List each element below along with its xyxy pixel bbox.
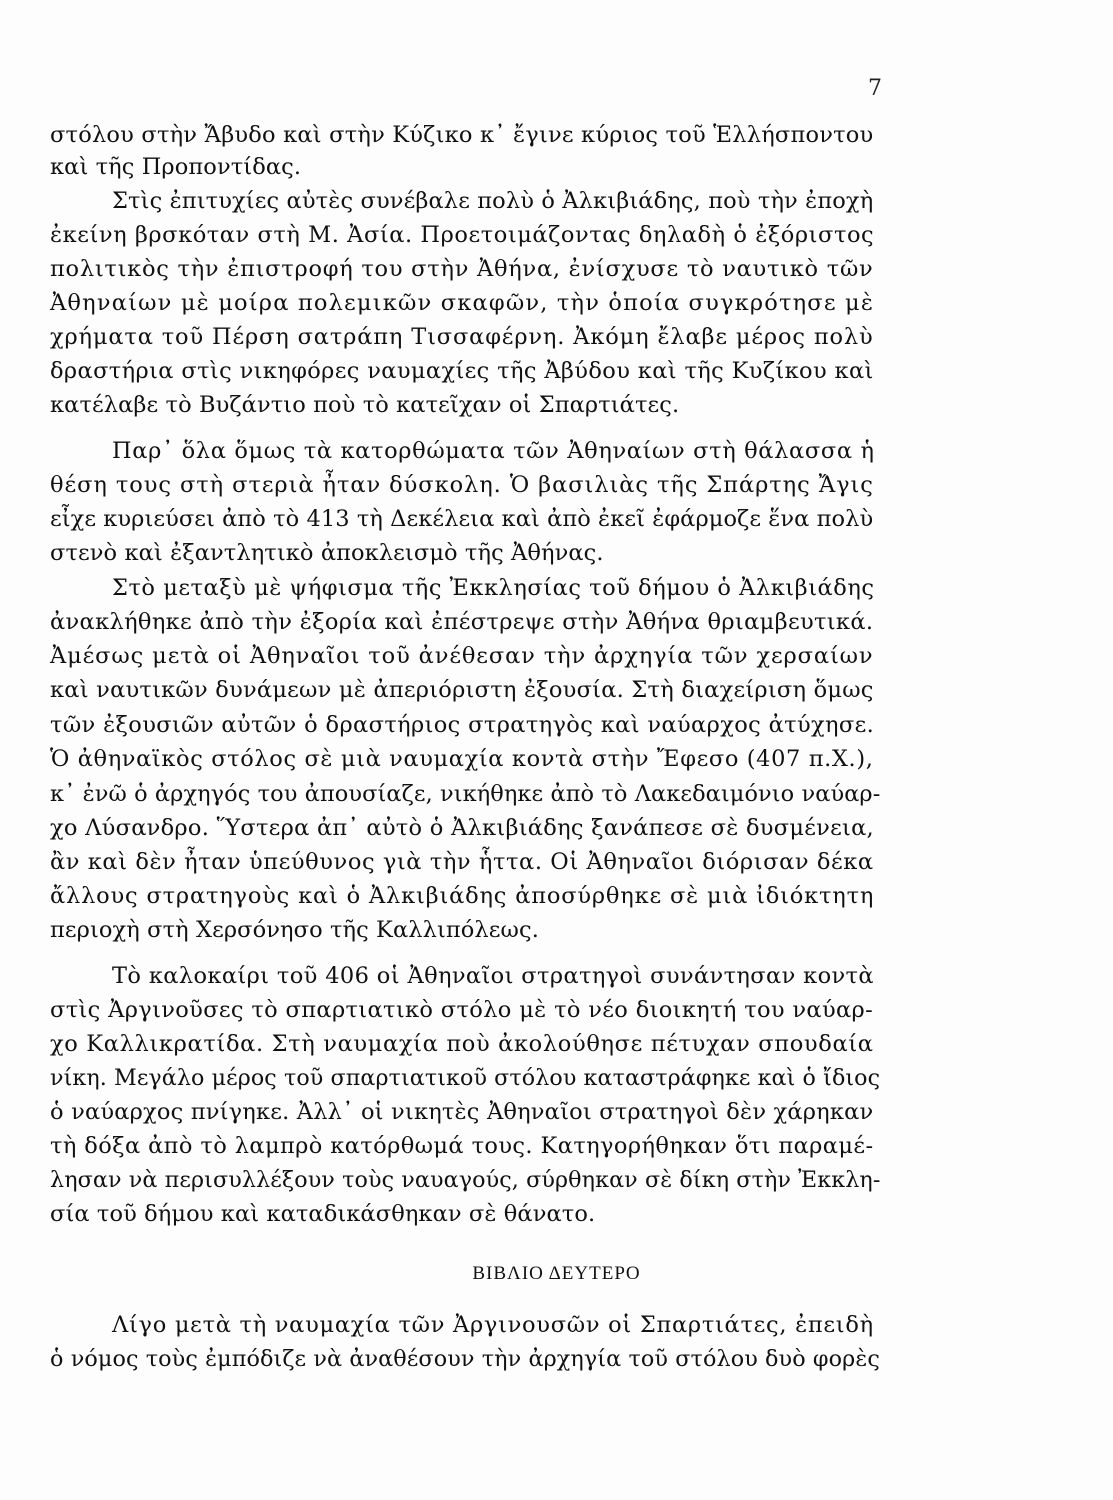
text-line: τῶν ἐξουσιῶν αὐτῶν ὁ δραστήριος στρατηγὸς καὶ ναύαρχος ἀτύχησε. <box>50 712 875 738</box>
text-line: καὶ ναυτικῶν δυνάμεων μὲ ἀπεριόριστη ἐξουσία. Στὴ διαχείριση ὅμως <box>50 677 874 703</box>
text-line: κ᾽ ἐνῶ ὁ ἀρχηγός του ἀπουσίαζε, νικήθηκε ἀπὸ τὸ Λακεδαιμόνιο ναύαρ- <box>50 781 881 807</box>
text-line: στενὸ καὶ ἐξαντλητικὸ ἀποκλεισμὸ τῆς Ἀθήνας. <box>50 540 604 566</box>
text-line: Στὶς ἐπιτυχίες αὐτὲς συνέβαλε πολὺ ὁ Ἀλκιβιάδης, ποὺ τὴν ἐποχὴ <box>112 188 874 214</box>
text-line: δραστήρια στὶς νικηφόρες ναυμαχίες τῆς Ἀβύδου καὶ τῆς Κυζίκου καὶ <box>50 358 874 384</box>
text-line: ὁ ναύαρχος πνίγηκε. Ἀλλ᾽ οἱ νικητὲς Ἀθηναῖοι στρατηγοὶ δὲν χάρηκαν <box>50 1099 874 1125</box>
text-line: νίκη. Μεγάλο μέρος τοῦ σπαρτιατικοῦ στόλου καταστράφηκε καὶ ὁ ἴδιος <box>50 1065 881 1091</box>
text-line: λησαν νὰ περισυλλέξουν τοὺς ναυαγούς, σύρθηκαν σὲ δίκη στὴν Ἐκκλη- <box>50 1167 881 1193</box>
text-line: θέση τους στὴ στεριὰ ἦταν δύσκολη. Ὁ βασιλιὰς τῆς Σπάρτης Ἄγις <box>50 472 874 498</box>
text-line: ἄλλους στρατηγοὺς καὶ ὁ Ἀλκιβιάδης ἀποσύρθηκε σὲ μιὰ ἰδιόκτητη <box>50 883 875 909</box>
page-number: 7 <box>868 76 882 101</box>
text-line: Ἀθηναίων μὲ μοίρα πολεμικῶν σκαφῶν, τὴν ὁποία συγκρότησε μὲ <box>50 290 875 316</box>
text-line: Στὸ μεταξὺ μὲ ψήφισμα τῆς Ἐκκλησίας τοῦ δήμου ὁ Ἀλκιβιάδης <box>112 575 875 601</box>
text-line: Παρ᾽ ὅλα ὅμως τὰ κατορθώματα τῶν Ἀθηναίων στὴ θάλασσα ἡ <box>112 438 875 464</box>
text-line: κατέλαβε τὸ Βυζάντιο ποὺ τὸ κατεῖχαν οἱ Σπαρτιάτες. <box>50 392 680 418</box>
text-line: ἂν καὶ δὲν ἦταν ὑπεύθυνος γιὰ τὴν ἧττα. Οἱ Ἀθηναῖοι διόρισαν δέκα <box>50 849 874 875</box>
text-line: εἶχε κυριεύσει ἀπὸ τὸ 413 τὴ Δεκέλεια καὶ ἀπὸ ἐκεῖ ἐφάρμοζε ἕνα πολὺ <box>50 506 874 532</box>
text-line: πολιτικὸς τὴν ἐπιστροφή του στὴν Ἀθήνα, ἐνίσχυσε τὸ ναυτικὸ τῶν <box>50 256 874 282</box>
text-line: σία τοῦ δήμου καὶ καταδικάσθηκαν σὲ θάνατο. <box>50 1201 596 1227</box>
text-line: περιοχὴ στὴ Χερσόνησο τῆς Καλλιπόλεως. <box>50 917 539 943</box>
text-line: ἀνακλήθηκε ἀπὸ τὴν ἐξορία καὶ ἐπέστρεψε στὴν Ἀθήνα θριαμβευτικά. <box>50 609 874 635</box>
text-line: τὴ δόξα ἀπὸ τὸ λαμπρὸ κατόρθωμά τους. Κατηγορήθηκαν ὅτι παραμέ- <box>50 1133 874 1159</box>
text-line: χο Λύσανδρο. Ὕστερα ἀπ᾽ αὐτὸ ὁ Ἀλκιβιάδης ξανάπεσε σὲ δυσμένεια, <box>50 815 874 841</box>
text-line: στὶς Ἀργινοῦσες τὸ σπαρτιατικὸ στόλο μὲ τὸ νέο διοικητή του ναύαρ- <box>50 997 874 1023</box>
text-line: Λίγο μετὰ τὴ ναυμαχία τῶν Ἀργινουσῶν οἱ Σπαρτιάτες, ἐπειδὴ <box>112 1312 874 1338</box>
text-line: ὁ νόμος τοὺς ἐμπόδιζε νὰ ἀναθέσουν τὴν ἀρχηγία τοῦ στόλου δυὸ φορὲς <box>50 1346 880 1372</box>
text-line: Ὁ ἀθηναϊκὸς στόλος σὲ μιὰ ναυμαχία κοντὰ στὴν Ἔφεσο (407 π.Χ.), <box>50 746 874 772</box>
text-line: χο Καλλικρατίδα. Στὴ ναυμαχία ποὺ ἀκολούθησε πέτυχαν σπουδαία <box>50 1031 874 1057</box>
text-line: καὶ τῆς Προποντίδας. <box>50 154 302 180</box>
text-line: ἐκείνη βρσκόταν στὴ Μ. Ἀσία. Προετοιμάζοντας δηλαδὴ ὁ ἐξόριστος <box>50 222 875 248</box>
text-line: Τὸ καλοκαίρι τοῦ 406 οἱ Ἀθηναῖοι στρατηγοὶ συνάντησαν κοντὰ <box>112 963 874 989</box>
text-line: Ἀμέσως μετὰ οἱ Ἀθηναῖοι τοῦ ἀνέθεσαν τὴν ἀρχηγία τῶν χερσαίων <box>50 643 874 669</box>
text-line: χρήματα τοῦ Πέρση σατράπη Τισσαφέρνη. Ἀκόμη ἔλαβε μέρος πολὺ <box>50 324 874 350</box>
text-line: στόλου στὴν Ἄβυδο καὶ στὴν Κύζικο κ᾽ ἔγινε κύριος τοῦ Ἑλλήσποντου <box>50 122 874 148</box>
chapter-heading: ΒΙΒΛΙΟ ΔΕΥΤΕΡΟ <box>472 1263 641 1284</box>
